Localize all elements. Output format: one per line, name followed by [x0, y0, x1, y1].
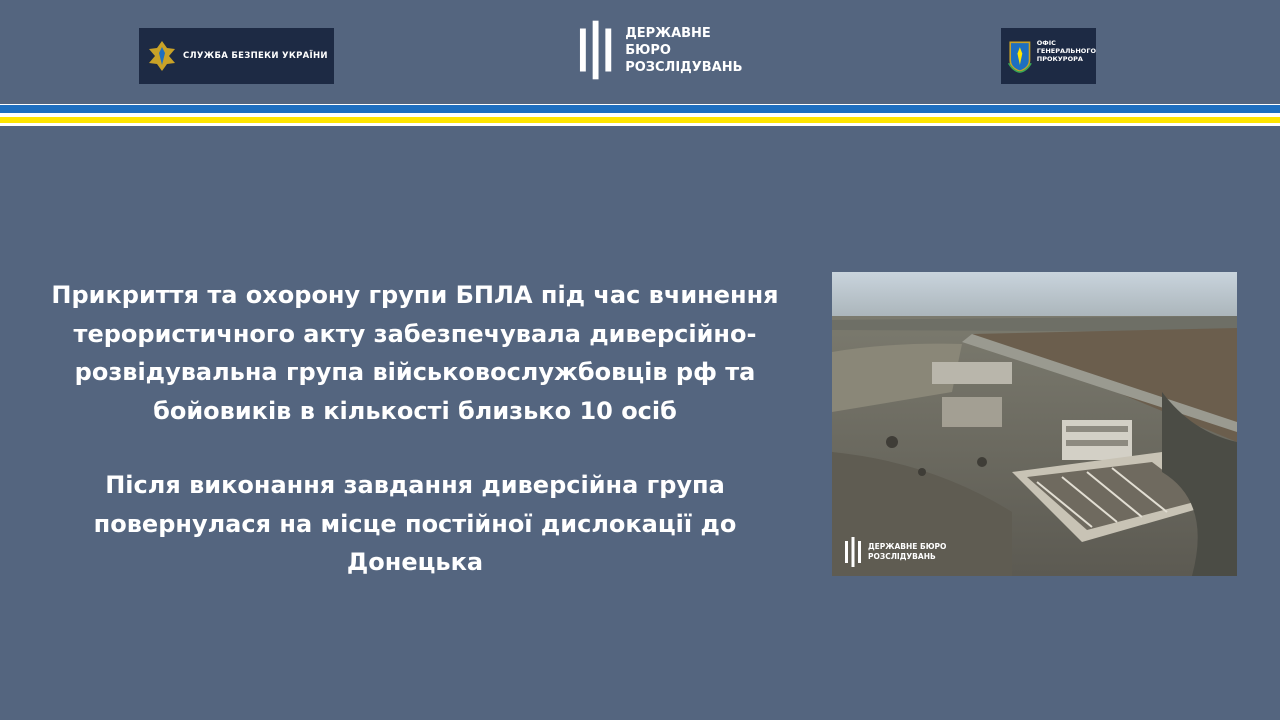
paragraph-cover-group: Прикриття та охорону групи БПЛА під час вчинення терористичного акту забезпечувала диверсійно-розвідувальна група військовослужбовців рф та бойовиків в кількості близько 10 осіб	[51, 281, 779, 425]
ogp-logo-line3: ПРОКУРОРА	[1036, 55, 1083, 63]
sbu-logo-text: СЛУЖБА БЕЗПЕКИ УКРАЇНИ	[183, 51, 328, 61]
dbr-logo	[578, 18, 758, 82]
sbu-emblem-icon	[147, 39, 177, 73]
ogp-logo-line1: ОФІС	[1036, 39, 1056, 47]
dbr-watermark-icon	[844, 537, 862, 567]
photo-watermark	[844, 537, 946, 567]
ogp-emblem-icon	[1007, 35, 1033, 77]
ogp-logo-line2: ГЕНЕРАЛЬНОГО	[1036, 47, 1096, 55]
dbr-mark-icon	[578, 20, 613, 80]
main-text-block	[40, 276, 790, 582]
dbr-logo-line2: РОЗСЛІДУВАНЬ	[625, 59, 743, 75]
sbu-logo	[139, 28, 334, 84]
watermark-line1: ДЕРЖАВНЕ БЮРО	[868, 542, 947, 551]
paragraph-return-donetsk: Після виконання завдання диверсійна група повернулася на місце постійної дислокації до Донецька	[93, 471, 737, 576]
ukraine-flag-stripe	[0, 104, 1280, 126]
aerial-destruction-photo	[832, 272, 1237, 576]
watermark-line2: РОЗСЛІДУВАНЬ	[868, 552, 936, 561]
dbr-logo-line1: ДЕРЖАВНЕ БЮРО	[625, 25, 711, 58]
ogp-logo	[1001, 28, 1096, 84]
